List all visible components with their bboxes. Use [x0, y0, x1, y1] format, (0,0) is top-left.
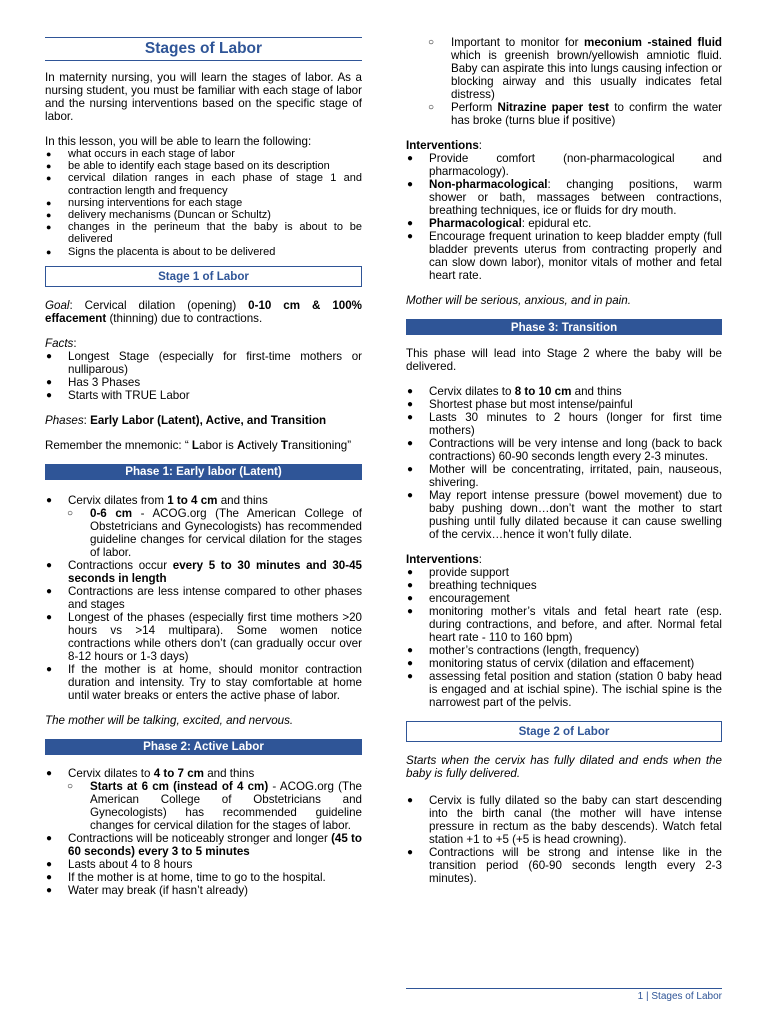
phase1-heading: Phase 1: Early labor (Latent): [45, 464, 362, 480]
list-item: ● cervical dilation ranges in each phase of stage 1 and contraction length and frequency: [45, 172, 362, 196]
page-title-bar: [45, 37, 362, 61]
stage1-facts-label: Facts:: [45, 336, 77, 350]
footer-rule: [406, 988, 722, 989]
stage2-heading: Stage 2 of Labor: [406, 721, 722, 742]
list-item: ● be able to identify each stage based on its description: [45, 160, 362, 172]
list-item: ○ Starts at 6 cm (instead of 4 cm) - ACOG.org (The American College of Obstetricians and Gynecologists) has recommended guideline changes for cervical dilation for the stages of labor.: [45, 780, 362, 832]
list-item: ● Cervix dilates to 8 to 10 cm and thins: [406, 385, 722, 398]
stage1-phases: Phases: Early Labor (Latent), Active, and Transition: [45, 413, 327, 427]
stage1-mnemonic: Remember the mnemonic: “ Labor is Actively Transitioning”: [45, 438, 352, 452]
phase3-list: [406, 385, 722, 541]
list-item: ● what occurs in each stage of labor: [45, 148, 362, 160]
phase3-intro: This phase will lead into Stage 2 where the baby will be delivered.: [406, 347, 722, 373]
list-item: ● Contractions will be noticeably stronger and longer (45 to 60 seconds) every 3 to 5 minutes: [45, 832, 362, 858]
list-item: ● If the mother is at home, should monitor contraction duration and intensity. Try to stay comfortable at home until water breaks or enters the active phase of labor.: [45, 663, 362, 702]
list-item: ● Longest of the phases (especially first time mothers >20 hours vs >14 multipara). Some women notice contractions while others don’t (can gradually occur over 8-12 hours or 1-3 days): [45, 611, 362, 663]
list-item: ● encouragement: [406, 592, 722, 605]
list-item: ● nursing interventions for each stage: [45, 197, 362, 209]
list-item: ● breathing techniques: [406, 579, 722, 592]
intro-paragraph: In maternity nursing, you will learn the stages of labor. As a nursing student, you must be familiar with each stage of labor and the nursing interventions based on the specific stage of labor.: [45, 71, 362, 123]
list-item: ● Contractions occur every 5 to 30 minutes and 30-45 seconds in length: [45, 559, 362, 585]
list-item: ● Contractions will be very intense and long (back to back contractions) 60-90 seconds length every 2-3 minutes.: [406, 437, 722, 463]
list-item: ● Contractions are less intense compared to other phases and stages: [45, 585, 362, 611]
list-item: ● monitoring mother’s vitals and fetal heart rate (esp. during contractions, and before, and after. Normal fetal heart rate - 110 to 160 bpm): [406, 605, 722, 644]
list-item: ○ Perform Nitrazine paper test to confirm the water has broke (turns blue if positive): [406, 101, 722, 127]
list-item: ○ Important to monitor for meconium -stained fluid which is greenish brown/yellowish amniotic fluid. Baby can aspirate this into lungs causing infection or blocking airway and this usually indicates fetal distress): [406, 36, 722, 101]
phase2-heading: Phase 2: Active Labor: [45, 739, 362, 755]
list-item: ● Water may break (if hasn’t already): [45, 884, 362, 897]
list-item: ● If the mother is at home, time to go to the hospital.: [45, 871, 362, 884]
list-item: ● provide support: [406, 566, 722, 579]
list-item: ● Encourage frequent urination to keep bladder empty (full bladder prevents uterus from contracting properly and can slow down labor), monitor vitals of mother and fetal heart rate.: [406, 230, 722, 282]
phase1-note: The mother will be talking, excited, and nervous.: [45, 713, 294, 727]
page-title: Stages of Labor: [144, 40, 263, 57]
list-item: ● Provide comfort (non-pharmacological and pharmacology).: [406, 152, 722, 178]
phase2-sublist-cont: [406, 36, 722, 127]
stage1-facts: [45, 350, 362, 402]
phase2-list-cont: [45, 832, 362, 897]
stage2-intro: Starts when the cervix has fully dilated and ends when the baby is fully delivered.: [406, 754, 722, 780]
list-item: ● changes in the perineum that the baby is about to be delivered: [45, 221, 362, 245]
list-item: ● mother’s contractions (length, frequency): [406, 644, 722, 657]
list-item: ● Non-pharmacological: changing positions, warm shower or bath, massages between contractions, breathing techniques, ice or fluids for dry mouth.: [406, 178, 722, 217]
list-item: ● Cervix dilates to 4 to 7 cm and thins: [45, 767, 362, 780]
phase2-interventions: [406, 152, 722, 282]
stage2-list: [406, 794, 722, 885]
list-item: ○ 0-6 cm - ACOG.org (The American College of Obstetricians and Gynecologists) has recommended guideline changes for cervical dilation for the stages of labor.: [45, 507, 362, 559]
phase2-sublist: [45, 780, 362, 832]
list-item: ● Shortest phase but most intense/painful: [406, 398, 722, 411]
phase2-interventions-label: Interventions:: [406, 139, 483, 152]
list-item: ● Cervix is fully dilated so the baby can start descending into the birth canal (the mother will have intense pressure in rectum as the baby descends). Watch fetal station +1 to +5 (+5 is head crowning).: [406, 794, 722, 846]
list-item: ● Contractions will be strong and intense like in the transition period (60-90 seconds length every 2-3 minutes).: [406, 846, 722, 885]
list-item: ● Mother will be concentrating, irritated, pain, nauseous, shivering.: [406, 463, 722, 489]
phase3-interventions-label: Interventions:: [406, 553, 483, 566]
list-item: ● Longest Stage (especially for first-time mothers or nulliparous): [45, 350, 362, 376]
left-column: [45, 0, 362, 897]
list-item: ● Lasts about 4 to 8 hours: [45, 858, 362, 871]
list-item: ● Cervix dilates from 1 to 4 cm and thins: [45, 494, 362, 507]
phase1-sublist: [45, 507, 362, 559]
phase3-heading: Phase 3: Transition: [406, 319, 722, 335]
list-item: ● May report intense pressure (bowel movement) due to baby pushing down…don’t want the mother to start pushing until fully dilated because it can cause swelling of the cervix…hence it won’t fully dilate.: [406, 489, 722, 541]
stage1-goal: Goal: Cervical dilation (opening) 0-10 cm & 100% effacement (thinning) due to contractions.: [45, 298, 362, 325]
phase1-list: [45, 494, 362, 507]
lesson-intro: In this lesson, you will be able to learn the following:: [45, 135, 312, 148]
stage1-heading: Stage 1 of Labor: [45, 266, 362, 287]
list-item: ● delivery mechanisms (Duncan or Schultz): [45, 209, 362, 221]
list-item: ● Lasts 30 minutes to 2 hours (longer for first time mothers): [406, 411, 722, 437]
list-item: ● Signs the placenta is about to be delivered: [45, 246, 362, 258]
page-footer: 1 | Stages of Labor: [637, 991, 722, 1002]
list-item: ● Has 3 Phases: [45, 376, 362, 389]
list-item: ● monitoring status of cervix (dilation and effacement): [406, 657, 722, 670]
phase2-list: [45, 767, 362, 780]
list-item: ● Starts with TRUE Labor: [45, 389, 362, 402]
right-column: [406, 0, 722, 885]
phase2-note: Mother will be serious, anxious, and in pain.: [406, 294, 631, 307]
list-item: ● Pharmacological: epidural etc.: [406, 217, 722, 230]
phase1-list-cont: [45, 559, 362, 702]
lesson-list: [45, 148, 362, 258]
list-item: ● assessing fetal position and station (station 0 baby head is engaged and at ischial spine). The ischial spine is the narrowest part of the pelvis.: [406, 670, 722, 709]
phase3-interventions: [406, 566, 722, 709]
